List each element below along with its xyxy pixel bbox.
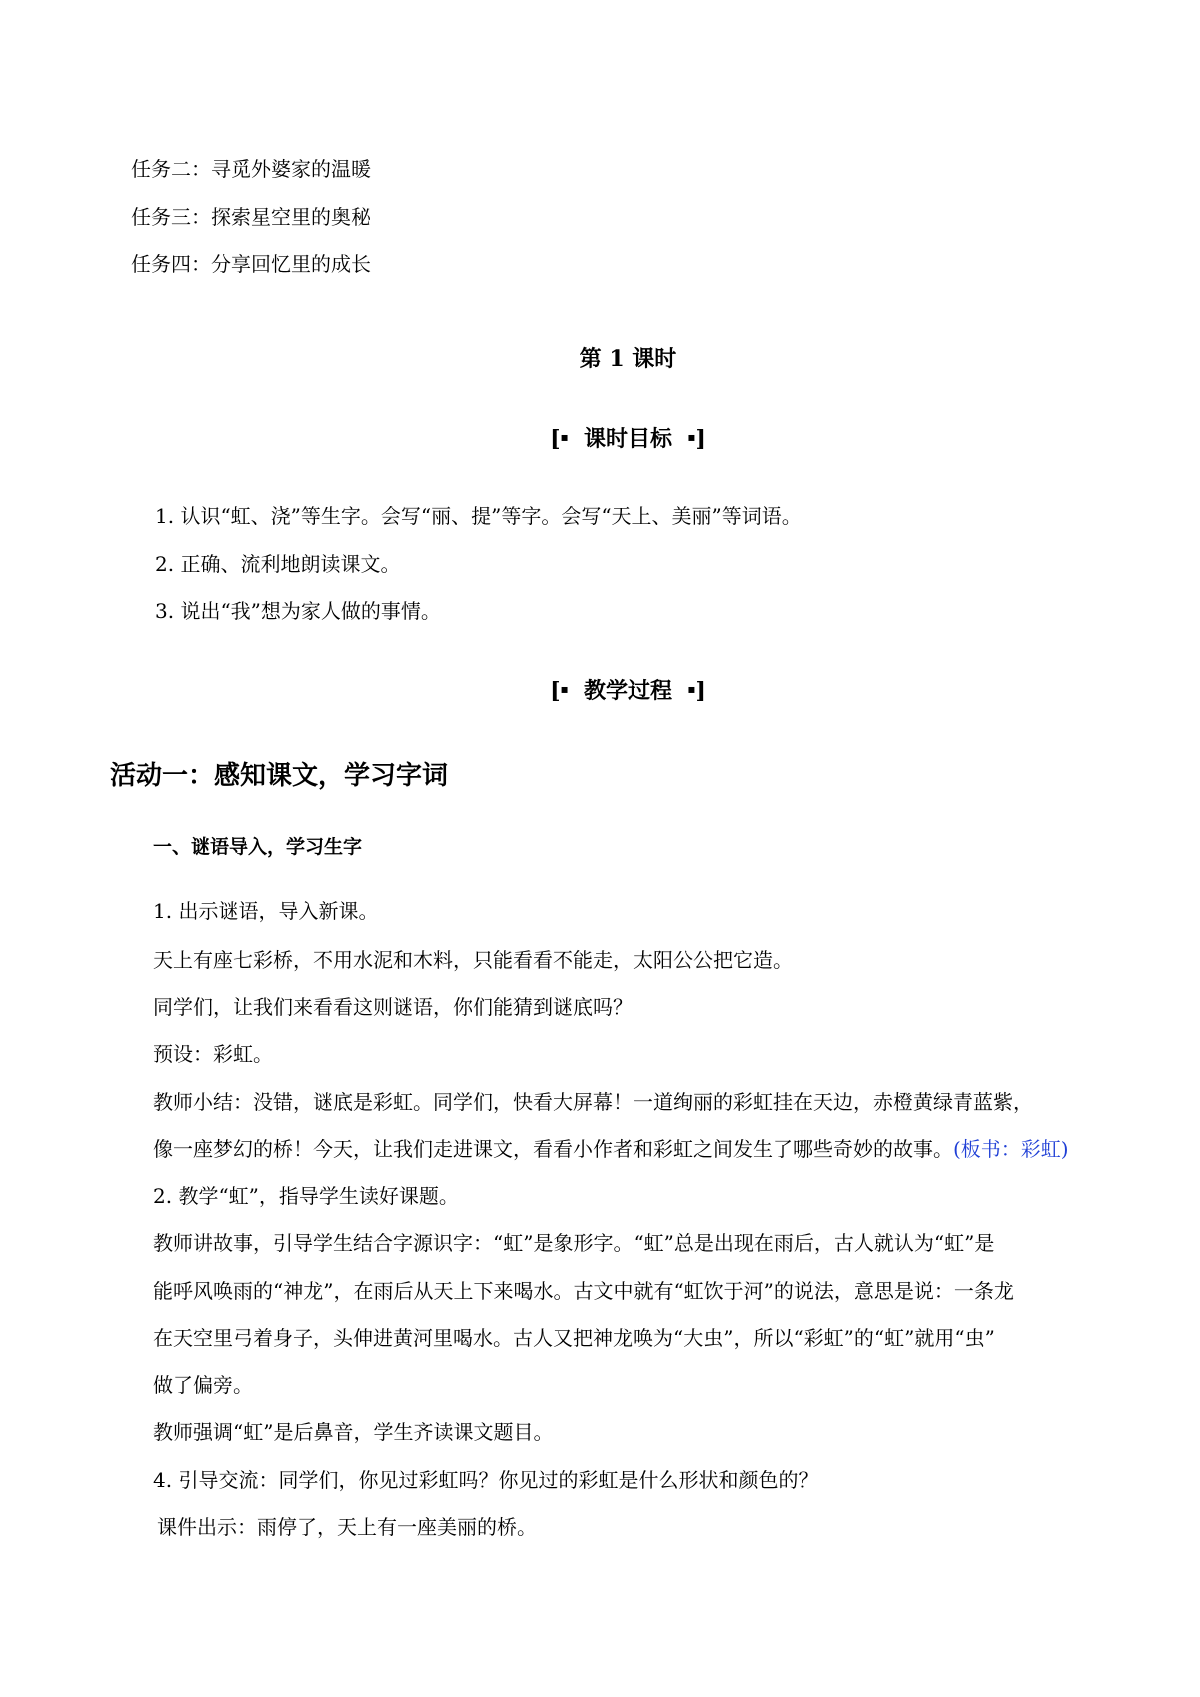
bracket-open: [ — [550, 426, 561, 452]
section-label: 课时目标 — [583, 426, 672, 452]
bullet-icon: ▪ — [687, 430, 696, 444]
section-heading-process — [0, 677, 1200, 706]
paragraph-line: 天上有座七彩桥，不用水泥和木料，只能看看不能走，太阳公公把它造。 — [153, 948, 793, 972]
subheading: 一、谜语导入，学习生字 — [153, 836, 363, 858]
paragraph-line: 2. 教学“虹”，指导学生读好课题。 — [153, 1184, 459, 1208]
paragraph-line: 做了偏旁。 — [153, 1373, 253, 1397]
paragraph-line: 教师讲故事，引导学生结合字源识字：“虹”是象形字。“虹”总是出现在雨后，古人就认为“虹”是 — [153, 1231, 995, 1255]
lesson-title: 第 1 课时 — [579, 346, 677, 372]
paragraph-line: 在天空里弓着身子，头伸进黄河里喝水。古人又把神龙唤为“大虫”，所以“彩虹”的“虹”就用“虫” — [153, 1326, 995, 1350]
paragraph-line: 教师小结：没错，谜底是彩虹。同学们，快看大屏幕！一道绚丽的彩虹挂在天边，赤橙黄绿青蓝紫， — [153, 1090, 1033, 1114]
section-heading-goals — [0, 425, 1200, 454]
goal-item: 2. 正确、流利地朗读课文。 — [155, 552, 401, 576]
bullet-icon: ▪ — [687, 682, 696, 696]
goal-item: 3. 说出“我”想为家人做的事情。 — [155, 599, 441, 623]
paragraph-line: 课件出示：雨停了，天上有一座美丽的桥。 — [157, 1515, 537, 1539]
paragraph-line: 4. 引导交流：同学们，你见过彩虹吗？你见过的彩虹是什么形状和颜色的？ — [153, 1468, 819, 1492]
bracket-close: ] — [695, 426, 706, 452]
goal-item: 1. 认识“虹、浇”等生字。会写“丽、提”等字。会写“天上、美丽”等词语。 — [155, 504, 802, 528]
paragraph-text: 像一座梦幻的桥！今天，让我们走进课文，看看小作者和彩虹之间发生了哪些奇妙的故事。 — [153, 1137, 953, 1161]
bullet-icon: ▪ — [560, 682, 569, 696]
paragraph-line: 同学们，让我们来看看这则谜语，你们能猜到谜底吗？ — [153, 995, 633, 1019]
board-note: (板书：彩虹) — [953, 1137, 1069, 1161]
paragraph-line — [153, 1135, 1069, 1163]
paragraph-line: 能呼风唤雨的“神龙”，在雨后从天上下来喝水。古文中就有“虹饮于河”的说法，意思是说：一条龙 — [153, 1279, 1014, 1303]
task-item: 任务二：寻觅外婆家的温暖 — [131, 157, 371, 181]
bullet-icon: ▪ — [560, 430, 569, 444]
activity-title: 活动一：感知课文，学习字词 — [110, 761, 449, 791]
paragraph-line: 预设：彩虹。 — [153, 1042, 273, 1066]
paragraph-line: 教师强调“虹”是后鼻音，学生齐读课文题目。 — [153, 1420, 554, 1444]
section-label: 教学过程 — [583, 678, 672, 704]
task-item: 任务四：分享回忆里的成长 — [131, 252, 371, 276]
task-item: 任务三：探索星空里的奥秘 — [131, 205, 371, 229]
bracket-open: [ — [550, 678, 561, 704]
paragraph-line: 1. 出示谜语，导入新课。 — [153, 899, 379, 923]
bracket-close: ] — [695, 678, 706, 704]
